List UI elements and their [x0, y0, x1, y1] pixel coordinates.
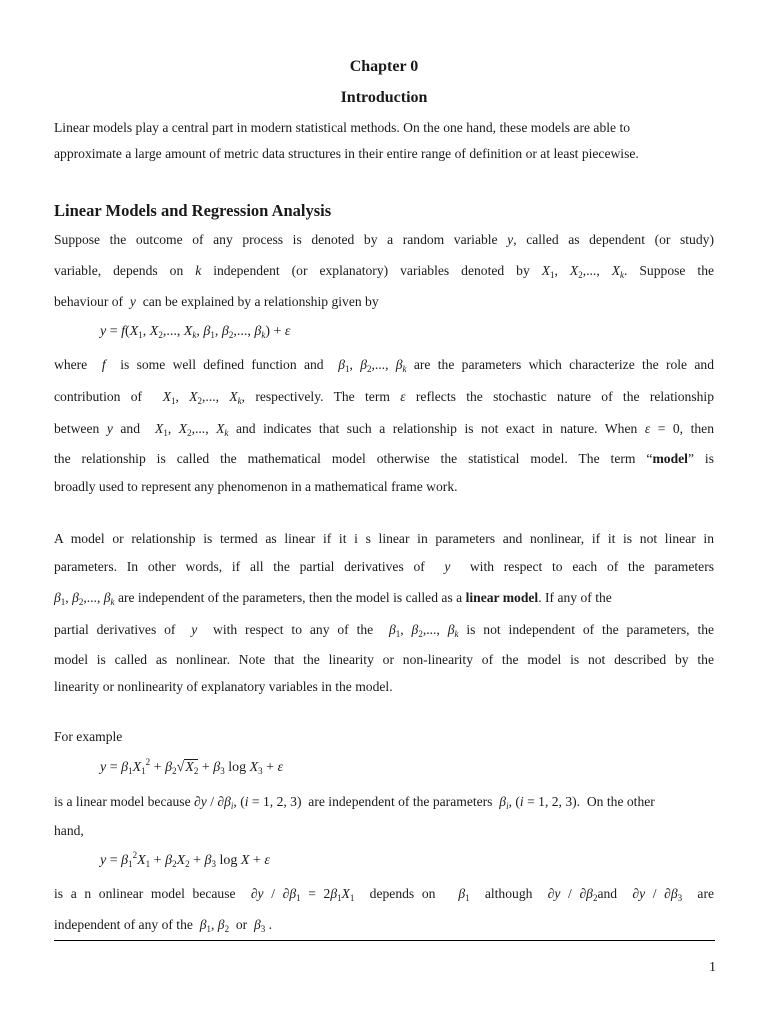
p3-line-6: linearity or nonlinearity of explanatory variables in the model.	[54, 679, 393, 694]
equation-general: $y = f(X_1$, $X_2$,..., $X_k$, $\beta_1$, $\beta_2$,..., $\beta_k) + \varepsilon$	[100, 324, 291, 340]
intro-line-1: Linear models play a central part in modern statistical methods. On the one hand, these models are able to	[54, 120, 631, 135]
p2-line-4: the relationship is called the mathematical model otherwise the statistical model. The term “model” is	[54, 451, 715, 466]
example-line-4: independent of any of the $\beta_1$, $\beta_2$ or $\beta_3$ .	[54, 917, 273, 934]
p1-line-2: variable, depends on k independent (or explanatory) variables denoted by $X_1$, $X_2$,..., $X_k$. Suppose the	[54, 263, 715, 280]
example-line-3: is a n onlinear model because $\partial y / \partial\beta_1 = 2\beta_1X_1$ depends on $\beta_1$ although $\partial y / \partial\beta_2and$ $\partial y / \partial\beta_3$ are	[54, 886, 715, 903]
equation-nonlinear-example: $y = \beta_1^2X_1 + \beta_2X_2 + \beta_3$ log X + ε	[100, 850, 270, 869]
p1-line-1: Suppose the outcome of any process is denoted by a random variable y, called as dependent (or study)	[54, 232, 714, 247]
p2-line-1: where f is some well defined function and $\beta_1$, $\beta_2$,..., $\beta_k$ are the parameters which characterize the role and	[54, 357, 715, 374]
page-number: 1	[709, 960, 716, 975]
section-heading: Linear Models and Regression Analysis	[54, 201, 332, 220]
page-title: Introduction	[340, 89, 428, 106]
p2-line-5: broadly used to represent any phenomenon in a mathematical frame work.	[54, 479, 458, 494]
p3-line-1: A model or relationship is termed as linear if it i s linear in parameters and nonlinear, if it is not linear in	[54, 531, 714, 546]
p3-line-5: model is called as nonlinear. Note that the linearity or non-linearity of the model is not described by the	[54, 652, 714, 667]
chapter-label: Chapter 0	[349, 58, 419, 75]
p3-line-2: parameters. In other words, if all the partial derivatives of y with respect to each of the parameters	[54, 559, 715, 574]
example-line-1: is a linear model because $\partial y / \partial\beta_i$, (i = 1, 2, 3) are independent of the parameters $\beta_i$, (i = 1, 2, 3). On the other	[54, 794, 655, 811]
p3-line-4: partial derivatives of y with respect to any of the $\beta_1$, $\beta_2$,..., $\beta_k$ is not independent of the parameters, the	[54, 622, 715, 639]
equation-linear-example: $y = \beta_1X_1^2 + \beta_2√X_2 + \beta_3$ $\log X_3 + \varepsilon$	[100, 757, 284, 776]
intro-line-2: approximate a large amount of metric data structures in their entire range of definition or at least piecewise.	[54, 146, 639, 161]
example-line-2: hand,	[54, 823, 84, 838]
p2-line-3: between y and $X_1$, $X_2$,..., $X_k$ and indicates that such a relationship is not exact in nature. When ε = 0, then	[54, 421, 714, 438]
example-label: For example	[54, 729, 123, 744]
p3-line-3: $\beta_1$, $\beta_2$,..., $\beta_k$ are independent of the parameters, then the model is called as a linear model. If any of the	[54, 590, 612, 607]
footer-rule	[54, 940, 715, 941]
p2-line-2: contribution of $X_1$, $X_2$,..., $X_k$, respectively. The term ε reflects the stochastic nature of the relationship	[54, 389, 715, 406]
p1-line-3: behaviour of y can be explained by a relationship given by	[54, 294, 379, 309]
